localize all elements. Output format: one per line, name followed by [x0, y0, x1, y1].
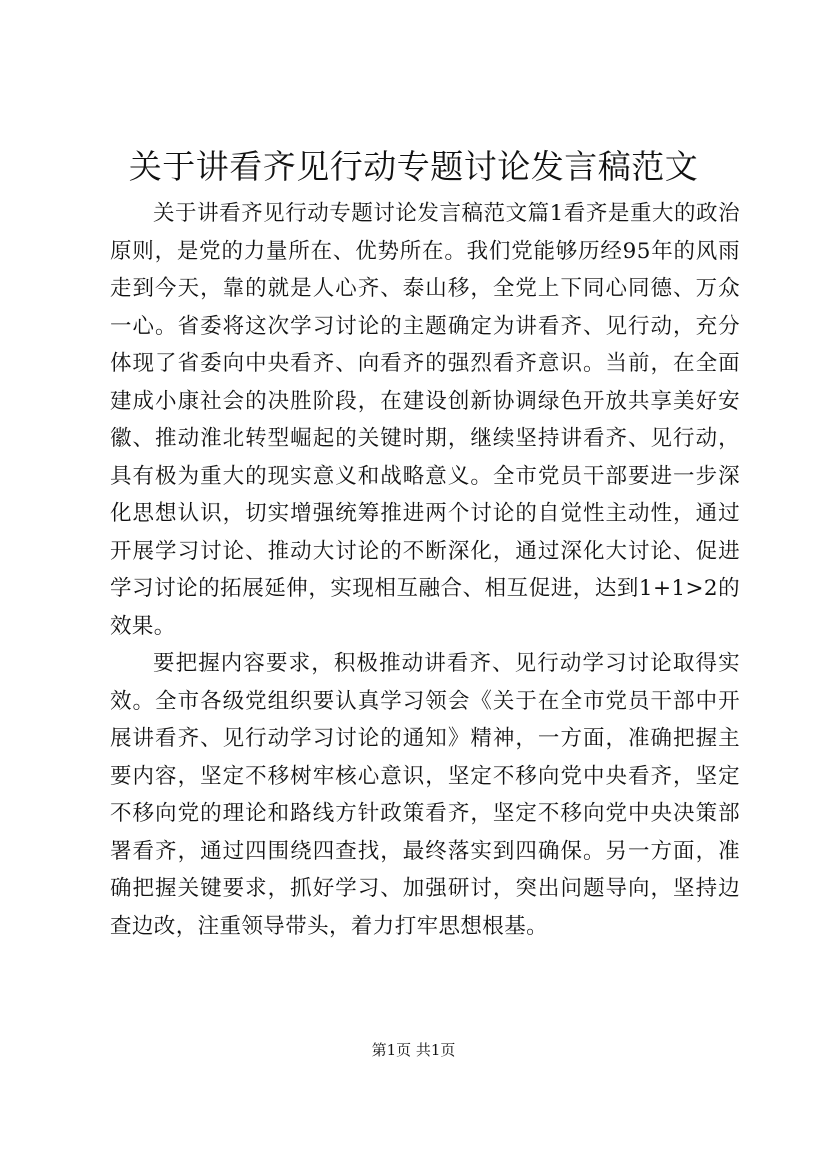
- paragraph-1: 关于讲看齐见行动专题讨论发言稿范文篇1看齐是重大的政治原则，是党的力量所在、优势所在。我们党能够历经95年的风雨走到今天，靠的就是人心齐、泰山移，全党上下同心同德、万众一心。省委将这次学习讨论的主题确定为讲看齐、见行动，充分体现了省委向中央看齐、向看齐的强烈看齐意识。当前，在全面建成小康社会的决胜阶段，在建设创新协调绿色开放共享美好安徽、推动淮北转型崛起的关键时期，继续坚持讲看齐、见行动，具有极为重大的现实意义和战略意义。全市党员干部要进一步深化思想认识，切实增强统筹推进两个讨论的自觉性主动性，通过开展学习讨论、推动大讨论的不断深化，通过深化大讨论、促进学习讨论的拓展延伸，实现相互融合、相互促进，达到1+1>2的效果。: [110, 201, 740, 639]
- paragraph-2: 要把握内容要求，积极推动讲看齐、见行动学习讨论取得实效。全市各级党组织要认真学习领会《关于在全市党员干部中开展讲看齐、见行动学习讨论的通知》精神，一方面，准确把握主要内容，坚定不移树牢核心意识，坚定不移向党中央看齐，坚定不移向党的理论和路线方针政策看齐，坚定不移向党中央决策部署看齐，通过四围绕四查找，最终落实到四确保。另一方面，准确把握关键要求，抓好学习、加强研讨，突出问题导向，坚持边查边改，注重领导带头，着力打牢思想根基。: [110, 651, 740, 939]
- document-title: 关于讲看齐见行动专题讨论发言稿范文: [128, 147, 699, 186]
- document-body: [110, 195, 740, 945]
- page-number-footer: 第1页 共1页: [371, 1041, 456, 1059]
